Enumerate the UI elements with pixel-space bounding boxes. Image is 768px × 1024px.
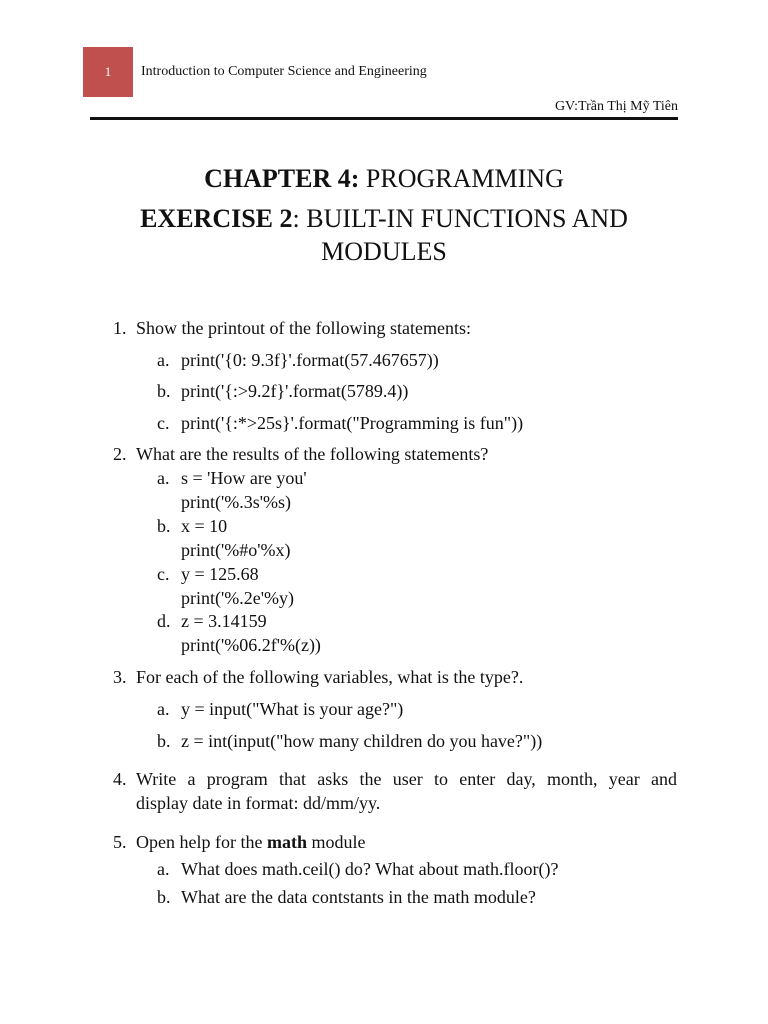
chapter-heading (90, 162, 678, 195)
item-letter: d. (157, 611, 171, 631)
exercise-name-line1: : BUILT-IN FUNCTIONS AND (292, 204, 628, 233)
item-line: print('{:>9.2f}'.format(5789.4)) (181, 381, 409, 401)
item-letter: a. (157, 350, 170, 370)
page-number: 1 (104, 64, 112, 79)
header-divider (90, 117, 678, 120)
exercise-heading (90, 202, 678, 268)
chapter-name: PROGRAMMING (359, 164, 564, 193)
item-line: print('%06.2f'%(z)) (181, 635, 321, 655)
page-number-badge (83, 47, 133, 97)
item-letter: b. (157, 381, 171, 401)
item-letter: b. (157, 731, 171, 751)
item-line: What are the data contstants in the math module? (181, 887, 536, 907)
item-line: print('{:*>25s}'.format("Programming is fun")) (181, 413, 524, 433)
item-letter: b. (157, 516, 171, 536)
question-number: 5. (113, 832, 127, 852)
question-text: For each of the following variables, what is the type?. (136, 667, 524, 687)
item-letter: a. (157, 468, 170, 488)
item-line: print('{0: 9.3f}'.format(57.467657)) (181, 350, 439, 370)
item-letter: b. (157, 887, 171, 907)
item-line: print('%#o'%x) (181, 540, 291, 560)
question-number: 2. (113, 444, 127, 464)
question-text: What are the results of the following statements? (136, 444, 489, 464)
item-line: print('%.3s'%s) (181, 492, 291, 512)
item-letter: c. (157, 564, 170, 584)
item-line: y = 125.68 (181, 564, 259, 584)
question-text-line1: Write a program that asks the user to enter day, month, year and (136, 769, 677, 789)
question-text-line2: display date in format: dd/mm/yy. (136, 793, 381, 813)
item-letter: a. (157, 699, 170, 719)
item-line: x = 10 (181, 516, 228, 536)
question-number: 4. (113, 769, 127, 789)
author-name: GV:Trần Thị Mỹ Tiên (554, 99, 678, 114)
exercise-label: EXERCISE 2 (140, 204, 293, 233)
item-line: z = int(input("how many children do you have?")) (181, 731, 543, 751)
question-text-after: module (306, 832, 366, 852)
item-letter: c. (157, 413, 170, 433)
exercise-name-line2: MODULES (321, 237, 447, 266)
item-line: y = input("What is your age?") (181, 699, 404, 719)
question-text-before: Open help for the (136, 832, 267, 852)
item-line: z = 3.14159 (181, 611, 267, 631)
question-number: 1. (113, 318, 127, 338)
item-line: print('%.2e'%y) (181, 588, 294, 608)
chapter-label: CHAPTER 4: (204, 164, 360, 193)
question-text: Show the printout of the following statements: (136, 318, 471, 338)
question-text (136, 830, 365, 854)
math-module-name: math (266, 832, 307, 852)
item-line: s = 'How are you' (181, 468, 307, 488)
course-title: Introduction to Computer Science and Engineering (141, 64, 427, 79)
question-number: 3. (113, 667, 127, 687)
item-line: What does math.ceil() do? What about math.floor()? (181, 859, 559, 879)
item-letter: a. (157, 859, 170, 879)
